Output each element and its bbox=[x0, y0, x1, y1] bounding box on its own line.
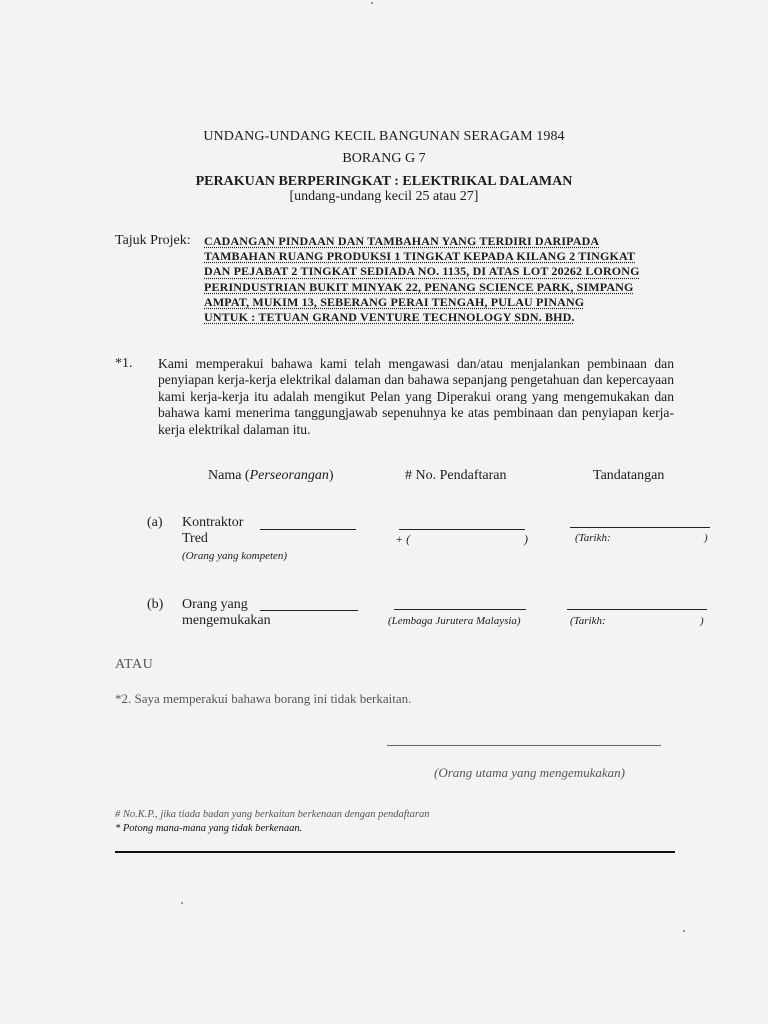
column-header-name bbox=[208, 468, 334, 484]
row-a-label-trade: Tred bbox=[182, 531, 208, 546]
row-b-letter: (b) bbox=[147, 597, 164, 612]
row-a-registration-line[interactable] bbox=[399, 529, 525, 530]
project-label: Tajuk Projek: bbox=[115, 233, 191, 248]
row-a-letter: (a) bbox=[147, 515, 163, 530]
row-a-date-close: ) bbox=[704, 532, 708, 544]
bylaw-reference: [undang-undang kecil 25 atau 27] bbox=[289, 189, 479, 204]
project-line: AMPAT, MUKIM 13, SEBERANG PERAI TENGAH, PULAU PINANG bbox=[204, 294, 585, 309]
project-line: CADANGAN PINDAAN DAN TAMBAHAN YANG TERDIRI DARIPADA bbox=[204, 234, 600, 248]
row-a-date-open: (Tarikh: bbox=[575, 532, 611, 544]
column-header-name-close: ) bbox=[328, 468, 334, 483]
row-b-label-submitter: Orang yang bbox=[182, 597, 248, 612]
scan-speck bbox=[683, 930, 685, 932]
row-b-name-line[interactable] bbox=[260, 610, 358, 611]
principal-signature-caption: (Orang utama yang mengemukakan) bbox=[434, 765, 625, 780]
law-title: UNDANG-UNDANG KECIL BANGUNAN SERAGAM 1984 bbox=[203, 129, 565, 144]
principal-signature-line[interactable] bbox=[387, 745, 661, 746]
form-title: PERAKUAN BERPERINGKAT : ELEKTRIKAL DALAMAN bbox=[195, 174, 573, 189]
declaration-1-number: *1. bbox=[115, 356, 133, 371]
form-number: BORANG G 7 bbox=[342, 151, 426, 166]
row-a-name-line[interactable] bbox=[260, 529, 356, 530]
scan-speck bbox=[371, 2, 373, 4]
project-title bbox=[204, 234, 644, 325]
declaration-1-text: Kami memperakui bahawa kami telah mengawasi dan/atau menjalankan pembinaan dan penyiapan kerja-kerja elektrikal dalaman dan bahawa sepanjang pengetahuan dan kepercayaan kami kerja-kerja itu adalah mengikut Pelan yang Diperakui orang yang mengemukakan dan bahawa kami menerima tanggungjawab sepenuhnya ke atas pembinaan dan penyiapan kerja-kerja elektrikal dalaman itu. bbox=[158, 356, 674, 437]
project-line: UNTUK : TETUAN GRAND VENTURE TECHNOLOGY SDN. BHD. bbox=[204, 310, 575, 325]
scan-speck bbox=[181, 902, 183, 904]
column-header-signature: Tandatangan bbox=[593, 468, 665, 483]
footnote-strike-out: * Potong mana-mana yang tidak berkenaan. bbox=[115, 823, 303, 834]
row-b-registration-note: (Lembaga Jurutera Malaysia) bbox=[388, 615, 521, 627]
row-a-registration-open: + ( bbox=[395, 532, 411, 546]
row-b-date-open: (Tarikh: bbox=[570, 615, 606, 627]
declaration-2-text: *2. Saya memperakui bahawa borang ini tidak berkaitan. bbox=[115, 691, 412, 706]
column-header-registration: # No. Pendaftaran bbox=[405, 468, 507, 483]
or-label: ATAU bbox=[115, 657, 154, 672]
footnote-registration: # No.K.P., jika tiada badan yang berkaitan berkenaan dengan pendaftaran bbox=[115, 809, 430, 820]
project-line: PERINDUSTRIAN BUKIT MINYAK 22, PENANG SCIENCE PARK, SIMPANG bbox=[204, 279, 634, 294]
row-a-signature-line[interactable] bbox=[570, 527, 710, 528]
bottom-rule bbox=[115, 851, 675, 853]
row-b-label-submitting: mengemukakan bbox=[182, 613, 271, 628]
row-a-sublabel: (Orang yang kompeten) bbox=[182, 550, 288, 562]
row-a-label-contractor: Kontraktor bbox=[182, 515, 244, 530]
project-line: DAN PEJABAT 2 TINGKAT SEDIADA NO. 1135, DI ATAS LOT 20262 LORONG bbox=[204, 264, 640, 279]
row-b-signature-line[interactable] bbox=[567, 609, 707, 610]
column-header-name-italic: Perseorangan bbox=[249, 468, 329, 483]
project-line: TAMBAHAN RUANG PRODUKSI 1 TINGKAT KEPADA KILANG 2 TINGKAT bbox=[204, 249, 636, 264]
row-a-registration-close: ) bbox=[524, 532, 528, 546]
row-b-date-close: ) bbox=[700, 615, 704, 627]
column-header-name-text: Nama ( bbox=[208, 468, 250, 483]
row-b-registration-line[interactable] bbox=[394, 609, 526, 610]
